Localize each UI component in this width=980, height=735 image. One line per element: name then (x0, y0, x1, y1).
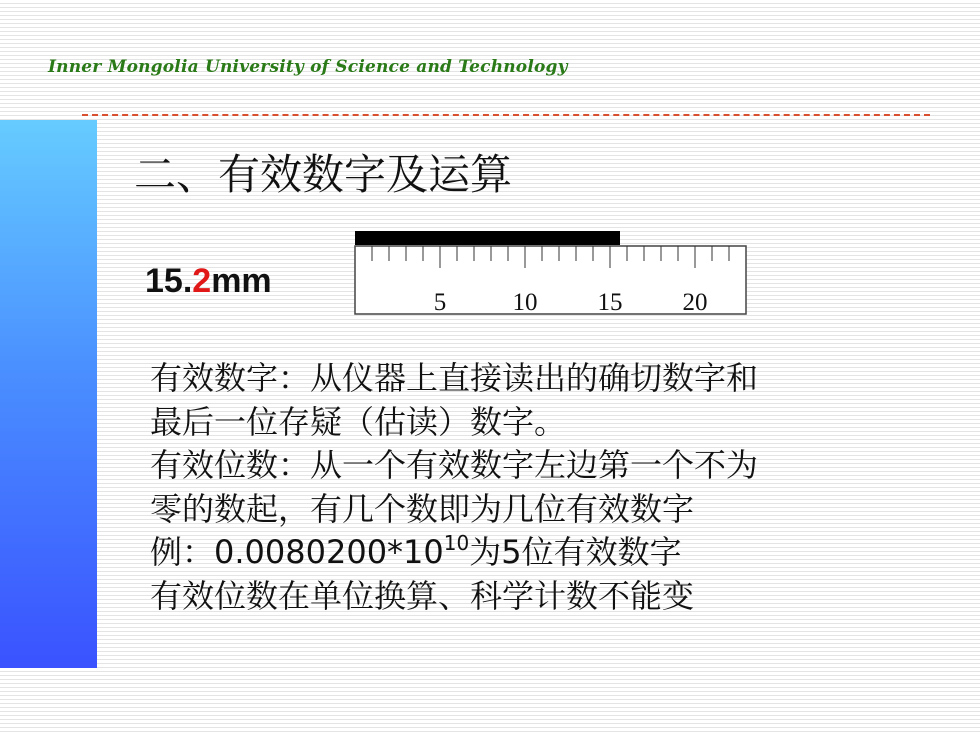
ruler-label: 10 (512, 289, 538, 316)
ruler-label: 15 (597, 289, 623, 316)
measurement-reading (145, 262, 272, 301)
definition-line: 最后一位存疑（估读）数字。 (150, 402, 567, 441)
definition-line: 零的数起，有几个数即为几位有效数字 (150, 489, 695, 528)
reading-digits: 15. (145, 262, 193, 300)
reading-estimated-digit: 2 (192, 262, 212, 300)
ruler-label: 20 (682, 289, 708, 316)
example-line (150, 531, 950, 575)
definition-line: 有效数字：从仪器上直接读出的确切数字和 (150, 359, 759, 397)
measured-object-bar (355, 231, 620, 245)
example-exponent: 10 (443, 531, 470, 555)
definition-line: 有效位数在单位换算、科学计数不能变 (150, 576, 695, 615)
definition-line: 有效位数：从一个有效数字左边第一个不为 (150, 446, 759, 484)
ruler-diagram (350, 226, 750, 318)
body-text (150, 357, 950, 618)
dashed-divider (82, 114, 930, 116)
example-result: 为5位有效数字 (469, 533, 682, 571)
institution-header: Inner Mongolia University of Science and Technology (48, 57, 568, 77)
slide-title: 二、有效数字及运算 (134, 150, 513, 199)
sidebar-accent (0, 120, 97, 668)
ruler-label: 5 (433, 289, 447, 316)
example-base: 例：0.0080200*10 (150, 533, 444, 571)
reading-unit: mm (211, 262, 272, 300)
